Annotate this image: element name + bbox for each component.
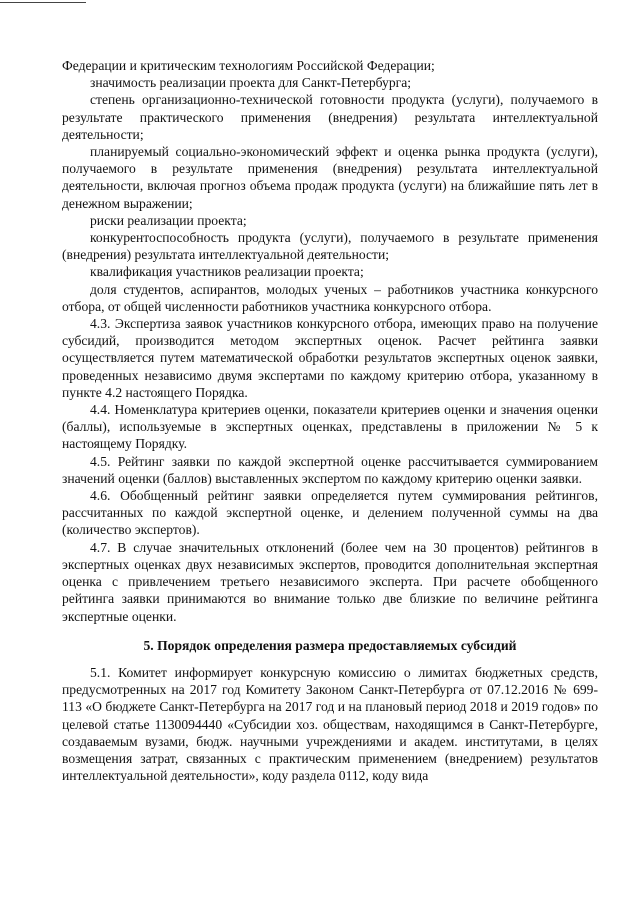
paragraph: 5.1. Комитет информирует конкурсную комиссию о лимитах бюджетных средств, предусмотренных на 2017 год Комитету Законом Санкт-Петербурга от 07.12.2016 № 699-113 «О бюджете Санкт-Петербурга на 2017 год и на плановый период 2018 и 2019 годов» по целевой статье 1130094440 «Субсидии хоз. обществам, находящимся в Санкт-Петербурге, создаваемым вузами, бюдж. научными учреждениями и академ. институтами, в целях возмещения затрат, связанных с практическим применением (внедрением) результатов интеллектуальной деятельности», коду раздела 0112, коду вида	[62, 664, 598, 784]
paragraph: 4.4. Номенклатура критериев оценки, показатели критериев оценки и значения оценки (баллы), используемые в экспертных оценках, представлены в приложении № 5 к настоящему Порядку.	[62, 402, 598, 452]
paragraph: 4.7. В случае значительных отклонений (более чем на 30 процентов) рейтингов в экспертных оценках двух независимых экспертов, проводится дополнительная экспертная оценка с привлечением третьего независимого эксперта. При расчете обобщенного рейтинга заявки принимаются во внимание только две близкие по величине рейтинга экспертные оценки.	[62, 539, 598, 624]
paragraph: степень организационно-технической готовности продукта (услуги), получаемого в результате практического применения (внедрения) результата интеллектуальной деятельности;	[62, 92, 598, 142]
document-body	[62, 57, 598, 784]
paragraph: 4.3. Экспертиза заявок участников конкурсного отбора, имеющих право на получение субсидий, производится методом экспертных оценок. Расчет рейтинга заявки осуществляется путем математической обработки результатов экспертных оценок заявки, проведенных независимо двумя экспертами по каждому критерию отбора, указанному в пункте 4.2 настоящего Порядка.	[62, 316, 598, 400]
paragraph: значимость реализации проекта для Санкт-Петербурга;	[90, 75, 412, 91]
section-heading: 5. Порядок определения размера предоставляемых субсидий	[143, 637, 517, 653]
paragraph: 4.5. Рейтинг заявки по каждой экспертной оценке рассчитывается суммированием значений оценки (баллов) выставленных экспертом по каждому критерию оценки заявки.	[62, 453, 598, 486]
paragraph: квалификация участников реализации проекта;	[90, 264, 364, 280]
paragraph: Федерации и критическим технологиям Российской Федерации;	[62, 58, 435, 73]
paragraph: планируемый социально-экономический эффект и оценка рынка продукта (услуги), получаемого в результате применения (внедрения) результата интеллектуальной деятельности, включая прогноз объема продаж продукта (услуги) на ближайшие пять лет в денежном выражении;	[62, 144, 598, 211]
paragraph: 4.6. Обобщенный рейтинг заявки определяется путем суммирования рейтингов, рассчитанных по каждой экспертной оценке, и делением полученной суммы на два (количество экспертов).	[62, 488, 598, 538]
header-rule	[0, 2, 86, 3]
paragraph: доля студентов, аспирантов, молодых ученых – работников участника конкурсного отбора, от общей численности работников участника конкурсного отбора.	[62, 281, 598, 314]
paragraph: риски реализации проекта;	[90, 212, 247, 228]
paragraph: конкурентоспособность продукта (услуги), получаемого в результате применения (внедрения) результата интеллектуальной деятельности;	[62, 230, 598, 263]
